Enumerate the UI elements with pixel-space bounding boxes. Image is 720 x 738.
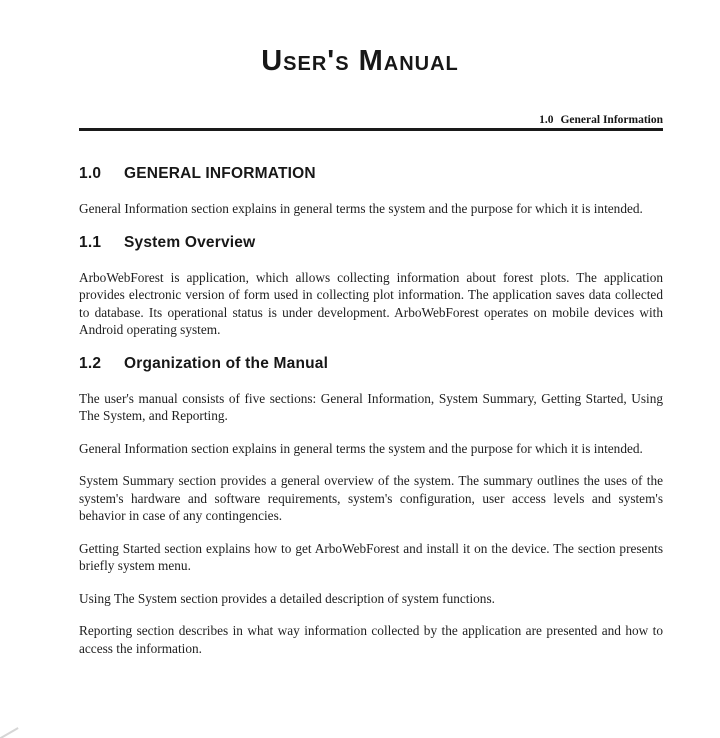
section-number: 1.2 <box>79 354 102 372</box>
section-heading-system-overview <box>79 233 663 253</box>
section-heading-organization-of-manual <box>79 354 663 374</box>
document-title: User's Manual <box>261 45 459 77</box>
paragraph-getting-started: Getting Started section explains how to get ArboWebForest and install it on the device. The section presents briefly system menu. <box>79 540 663 573</box>
paragraph-using-the-system: Using The System section provides a detailed description of system functions. <box>79 590 495 606</box>
paragraph-system-overview: ArboWebForest is application, which allows collecting information about forest plots. The application provides electronic version of form used in collecting plot information. The application saves data collected to database. Its operational status is under development. ArboWebForest operates on mobile devices with Android operating system. <box>79 269 663 337</box>
paragraph-manual-sections-list: The user's manual consists of five sections: General Information, System Summary, Getting Started, Using The System, and Reporting. <box>79 390 663 423</box>
section-title: Organization of the Manual <box>124 354 329 372</box>
paragraph-general-information-intro: General Information section explains in general terms the system and the purpose for which it is intended. <box>79 201 643 216</box>
section-title: System Overview <box>124 233 256 251</box>
section-number: 1.1 <box>79 233 102 251</box>
paragraph-system-summary: System Summary section provides a general overview of the system. The summary outlines the uses of the system's hardware and software requirements, system's configuration, user access levels and system's behavior in case of any contingencies. <box>79 473 663 523</box>
section-heading-general-information <box>79 164 663 184</box>
paragraph-general-information-summary: General Information section explains in general terms the system and the purpose for which it is intended. <box>79 440 643 456</box>
scan-artifact <box>0 727 19 738</box>
running-header-section-label: General Information <box>560 114 663 126</box>
section-title: GENERAL INFORMATION <box>124 165 316 182</box>
paragraph-reporting: Reporting section describes in what way information collected by the application are presented and how to access the information. <box>79 623 663 656</box>
section-number: 1.0 <box>79 165 102 182</box>
document-body <box>79 164 663 657</box>
running-header <box>79 114 663 131</box>
running-header-section-number: 1.0 <box>539 114 554 126</box>
